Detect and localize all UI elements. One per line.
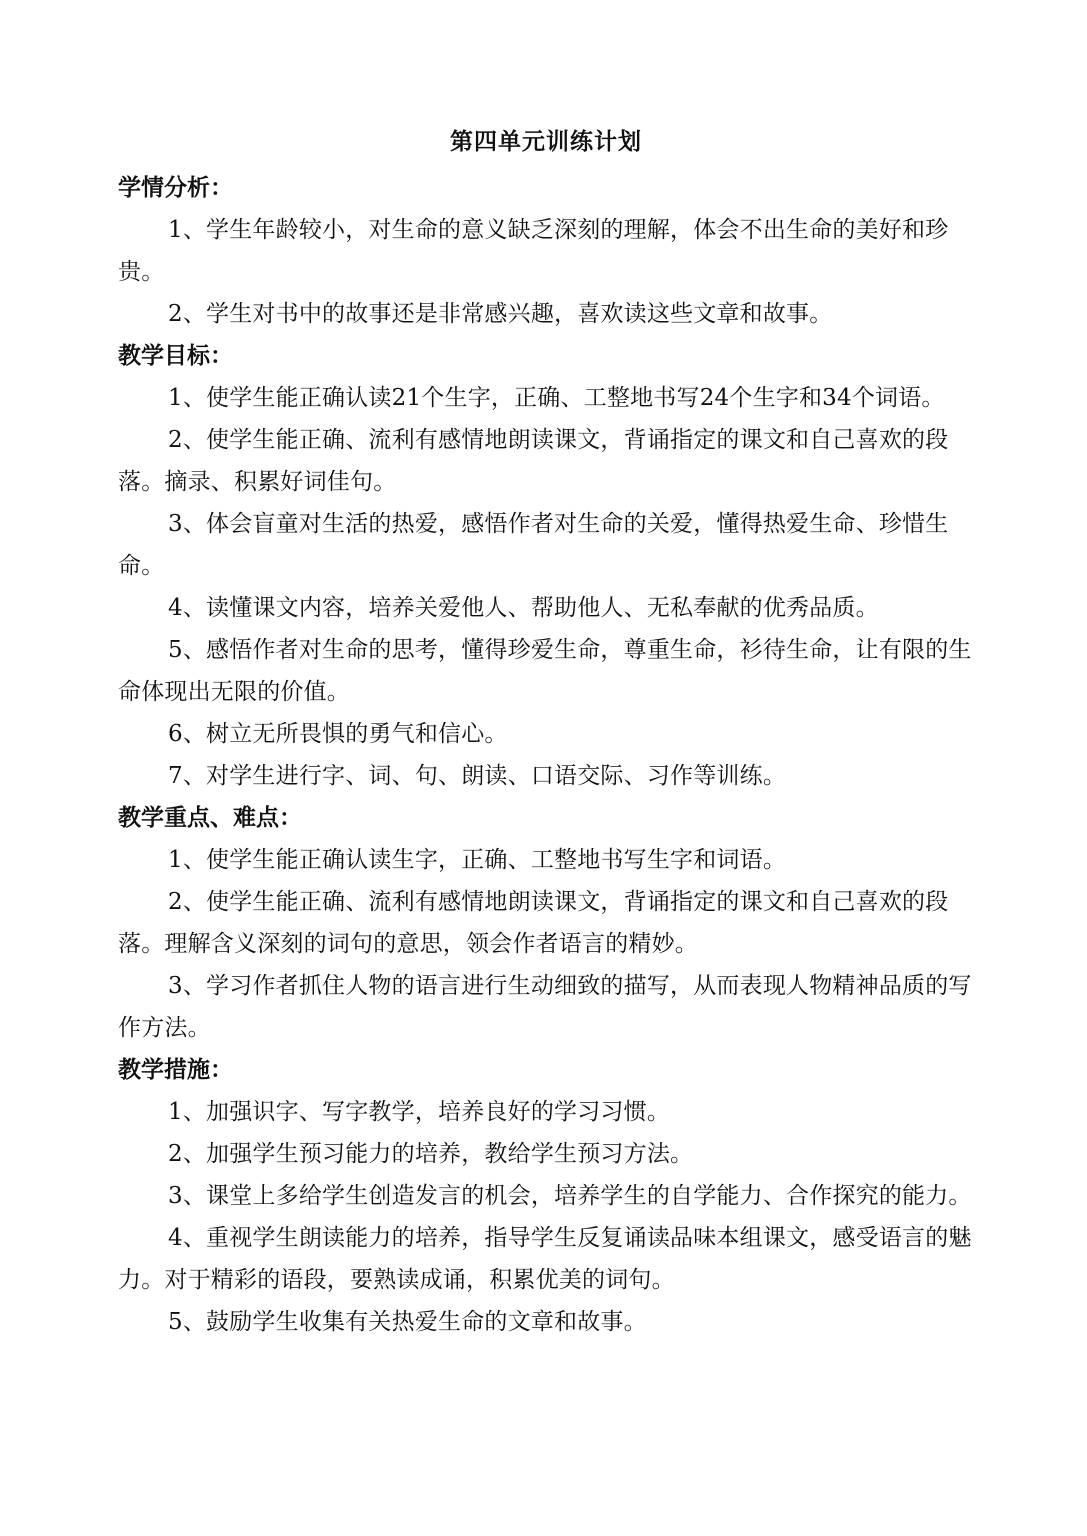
paragraph: 3、体会盲童对生活的热爱，感悟作者对生命的关爱，懂得热爱生命、珍惜生命。 [118,511,949,579]
paragraph: 1、学生年龄较小，对生命的意义缺乏深刻的理解，体会不出生命的美好和珍贵。 [118,217,949,285]
paragraph: 2、加强学生预习能力的培养，教给学生预习方法。 [168,1141,694,1167]
paragraph: 3、课堂上多给学生创造发言的机会，培养学生的自学能力、合作探究的能力。 [168,1183,972,1209]
section-heading: 教学措施： [118,1057,233,1083]
section-key-points [118,797,974,1049]
paragraph: 1、使学生能正确认读21个生字，正确、工整地书写24个生字和34个词语。 [168,385,945,411]
paragraph: 4、读懂课文内容，培养关爱他人、帮助他人、无私奉献的优秀品质。 [168,595,879,621]
section-heading: 教学重点、难点： [118,805,302,831]
paragraph: 2、学生对书中的故事还是非常感兴趣，喜欢读这些文章和故事。 [168,301,833,327]
section-teaching-measures [118,1049,974,1343]
paragraph: 5、感悟作者对生命的思考，懂得珍爱生命，尊重生命，衫待生命，让有限的生命体现出无限的价值。 [118,637,972,705]
paragraph: 7、对学生进行字、词、句、朗读、口语交际、习作等训练。 [168,763,787,789]
paragraph: 1、加强识字、写字教学，培养良好的学习习惯。 [168,1099,671,1125]
paragraph: 6、树立无所畏惧的勇气和信心。 [168,721,508,747]
paragraph: 4、重视学生朗读能力的培养，指导学生反复诵读品味本组课文，感受语言的魅力。对于精彩的语段，要熟读成诵，积累优美的词句。 [118,1225,972,1293]
section-teaching-goals [118,335,974,797]
section-learning-analysis [118,167,974,335]
paragraph: 3、学习作者抓住人物的语言进行生动细致的描写，从而表现人物精神品质的写作方法。 [118,973,972,1041]
section-heading: 教学目标： [118,343,233,369]
paragraph: 2、使学生能正确、流利有感情地朗读课文，背诵指定的课文和自己喜欢的段落。摘录、积累好词佳句。 [118,427,949,495]
section-heading: 学情分析： [118,175,233,201]
page-title: 第四单元训练计划 [450,129,642,155]
paragraph: 1、使学生能正确认读生字，正确、工整地书写生字和词语。 [168,847,787,873]
paragraph: 5、鼓励学生收集有关热爱生命的文章和故事。 [168,1309,647,1335]
paragraph: 2、使学生能正确、流利有感情地朗读课文，背诵指定的课文和自己喜欢的段落。理解含义深刻的词句的意思，领会作者语言的精妙。 [118,889,949,957]
